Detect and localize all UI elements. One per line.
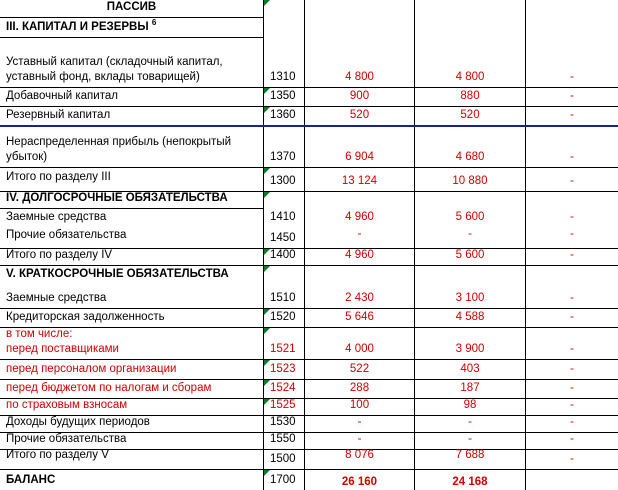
row-value-2: 5 600 [455,211,485,223]
table-row [0,285,618,309]
row-value-2: 98 [463,399,477,411]
row-value-3: - [570,416,574,428]
row-value-3: - [570,311,574,323]
value-cell [414,416,525,433]
code-cell [263,285,304,309]
row-value-2: 10 880 [452,175,488,187]
table-row [0,309,618,328]
row-name: Заемные средства [6,211,107,223]
row-value-2: 4 588 [455,311,485,323]
row-value-3: - [570,175,574,187]
row-value-3: - [570,109,574,121]
value-cell [304,18,414,38]
row-name-cell [0,309,263,328]
code-cell [263,380,304,399]
table-row-total [0,249,618,266]
value-cell [304,285,414,309]
row-name: Уставный капитал (складочный капитал, уставный фонд, вклады товарищей) [6,56,223,83]
value-cell [525,450,618,470]
row-value-1: 8 076 [345,449,374,461]
row-value-1: 13 124 [341,175,378,187]
row-name-cell [0,38,263,88]
section-title-cell [0,192,263,209]
row-name-cell [0,450,263,470]
value-cell [414,249,525,266]
code-cell [263,126,304,168]
row-code: 1700 [270,474,296,486]
row-value-3: - [570,71,574,83]
row-code: 1370 [270,151,296,163]
row-value-1: 520 [349,109,370,121]
row-value-3: - [570,433,574,445]
row-value-2: 403 [460,363,480,375]
value-cell [304,168,414,192]
row-code: 1360 [270,109,296,121]
section-4-title: IV. ДОЛГОСРОЧНЫЕ ОБЯЗАТЕЛЬСТВА [6,192,228,204]
value-cell [525,360,618,380]
row-name-cell [0,126,263,168]
value-cell [525,192,618,209]
row-value-1: - [357,228,362,240]
value-cell [525,126,618,168]
row-value-1: 900 [349,90,370,102]
table-row [0,416,618,433]
value-cell [525,0,618,18]
row-code: 1410 [270,211,296,223]
row-name-cell [0,360,263,380]
value-cell [525,38,618,88]
value-cell [525,309,618,328]
value-cell [304,416,414,433]
value-cell [525,380,618,399]
row-name-cell [0,107,263,126]
row-value-3: - [570,382,574,394]
value-cell [414,18,525,38]
value-cell [304,328,414,360]
code-cell [263,416,304,433]
row-code: 1300 [270,175,296,187]
section-4-row [0,192,618,209]
row-name-cell [0,399,263,416]
section-title-cell [0,266,263,285]
value-cell [414,38,525,88]
value-cell [414,227,525,249]
row-value-3: - [570,292,574,304]
value-cell [414,380,525,399]
row-code: 1310 [270,71,296,83]
value-cell [414,126,525,168]
section-3-row [0,18,618,38]
row-value-2: 880 [460,90,480,102]
row-name: Нераспределенная прибыль (непокрытый убыток) [6,136,232,163]
row-name: Доходы будущих периодов [6,416,150,428]
code-cell [263,209,304,227]
table-row [0,209,618,227]
row-name: Резервный капитал [6,109,111,121]
value-cell [304,227,414,249]
value-cell [304,309,414,328]
row-code: 1521 [270,343,296,355]
cell-marker-icon [264,328,270,334]
row-code: 1450 [270,232,296,244]
row-name: Итого по разделу III [6,171,111,183]
value-cell [304,249,414,266]
row-value-3: - [570,453,574,465]
code-cell [263,433,304,450]
row-name-cell [0,88,263,107]
value-cell [414,309,525,328]
cell-marker-icon [264,266,270,272]
row-value-3: - [570,90,574,102]
row-name-cell [0,249,263,266]
value-cell [304,209,414,227]
row-name: перед бюджетом по налогам и сборам [6,382,212,394]
value-cell [525,285,618,309]
row-value-2: 520 [460,109,480,121]
row-value-2: 24 168 [452,476,488,488]
table-row-balance [0,470,618,490]
value-cell [525,88,618,107]
page-break-line [0,125,618,127]
value-cell [525,107,618,126]
row-value-3: - [570,211,574,223]
row-name: перед персоналом организации [6,363,177,375]
code-cell [263,227,304,249]
table-row [0,380,618,399]
code-cell [263,266,304,285]
code-cell [263,309,304,328]
row-value-2: 187 [460,382,480,394]
row-name-cell [0,285,263,309]
cell-marker-icon [264,0,270,6]
section-3-title: III. КАПИТАЛ И РЕЗЕРВЫ [6,21,149,33]
row-name-cell [0,470,263,490]
code-cell [263,249,304,266]
row-value-1: 288 [349,382,370,394]
row-name: Прочие обязательства [6,433,127,445]
value-cell [414,168,525,192]
row-code: 1530 [270,416,296,428]
row-value-1: 26 160 [341,476,378,488]
value-cell [525,328,618,360]
code-cell [263,168,304,192]
row-value-1: - [357,433,362,445]
value-cell [304,470,414,490]
row-value-2: 4 680 [455,151,485,163]
header-title: ПАССИВ [106,1,157,13]
row-value-3: - [570,363,574,375]
row-name: Кредиторская задолженность [6,311,165,323]
value-cell [525,227,618,249]
value-cell [414,107,525,126]
value-cell [304,380,414,399]
row-name-prefix: в том числе: [6,328,73,340]
value-cell [414,360,525,380]
code-cell [263,399,304,416]
row-value-1: 522 [349,363,370,375]
value-cell [304,450,414,470]
row-value-3: - [570,228,574,240]
row-value-1: 100 [349,399,370,411]
value-cell [525,168,618,192]
value-cell [414,450,525,470]
row-value-2: - [468,416,472,428]
value-cell [304,126,414,168]
row-value-1: 4 960 [345,249,374,261]
row-value-1: 4 000 [345,343,374,355]
value-cell [414,0,525,18]
row-name-cell [0,380,263,399]
value-cell [525,470,618,490]
row-code: 1520 [270,311,296,323]
row-code: 1350 [270,90,296,102]
row-name: по страховым взносам [6,399,128,411]
row-value-1: 6 904 [345,151,374,163]
value-cell [304,107,414,126]
value-cell [525,18,618,38]
code-cell [263,107,304,126]
value-cell [525,416,618,433]
value-cell [304,266,414,285]
row-value-3: - [570,249,574,261]
row-value-3: - [570,151,574,163]
code-cell [263,450,304,470]
row-name: Прочие обязательства [6,229,127,241]
value-cell [414,470,525,490]
value-cell [414,328,525,360]
row-value-2: - [468,433,472,445]
row-code: 1524 [270,382,296,394]
section-5-row [0,266,618,285]
code-cell [263,38,304,88]
table-row [0,88,618,107]
table-row [0,38,618,88]
value-cell [525,433,618,450]
code-cell [263,328,304,360]
section-5-title: V. КРАТКОСРОЧНЫЕ ОБЯЗАТЕЛЬСТВА [6,268,229,280]
row-code: 1550 [270,433,296,445]
row-name-cell [0,416,263,433]
row-code: 1500 [270,453,296,465]
section-title-cell [0,18,263,38]
row-code: 1523 [270,363,296,375]
code-cell [263,88,304,107]
row-value-1: 4 800 [345,71,374,83]
value-cell [304,88,414,107]
row-name: Итого по разделу IV [6,249,113,261]
row-name: Заемные средства [6,292,107,304]
row-code: 1510 [270,292,296,304]
row-value-2: 3 100 [455,292,485,304]
section-3-footnote: 6 [151,18,157,28]
row-name-cell [0,168,263,192]
code-cell [263,360,304,380]
value-cell [525,266,618,285]
table-row [0,399,618,416]
code-cell [263,0,304,18]
value-cell [304,399,414,416]
row-code: 1525 [270,399,296,411]
table-row [0,360,618,380]
value-cell [414,266,525,285]
row-value-1: 4 960 [345,211,374,223]
row-value-3: - [570,343,574,355]
row-value-2: - [468,228,472,240]
row-name-cell [0,328,263,360]
row-name-cell [0,209,263,227]
code-cell [263,470,304,490]
row-value-1: 2 430 [345,292,374,304]
table-row [0,107,618,126]
value-cell [525,249,618,266]
value-cell [414,285,525,309]
row-name: перед поставщиками [6,343,119,355]
value-cell [304,0,414,18]
row-code: 1400 [270,249,296,261]
row-name-cell [0,227,263,249]
row-name: БАЛАНС [6,474,56,486]
table-row-total [0,450,618,470]
code-cell [263,18,304,38]
row-value-2: 5 600 [455,249,485,261]
row-value-2: 7 688 [455,449,485,461]
table-row [0,227,618,249]
value-cell [304,360,414,380]
value-cell [525,399,618,416]
row-value-2: 3 900 [455,343,485,355]
row-value-1: - [357,416,362,428]
value-cell [525,209,618,227]
table-row [0,328,618,360]
value-cell [304,192,414,209]
row-name: Итого по разделу V [6,449,109,461]
value-cell [414,88,525,107]
row-value-1: 5 646 [345,311,374,323]
cell-marker-icon [264,192,270,198]
value-cell [414,399,525,416]
table-row [0,126,618,168]
value-cell [304,38,414,88]
row-value-3: - [570,399,574,411]
code-cell [263,192,304,209]
value-cell [414,192,525,209]
row-name: Добавочный капитал [6,90,118,102]
value-cell [414,209,525,227]
row-value-2: 4 800 [455,71,485,83]
table-row-total [0,168,618,192]
